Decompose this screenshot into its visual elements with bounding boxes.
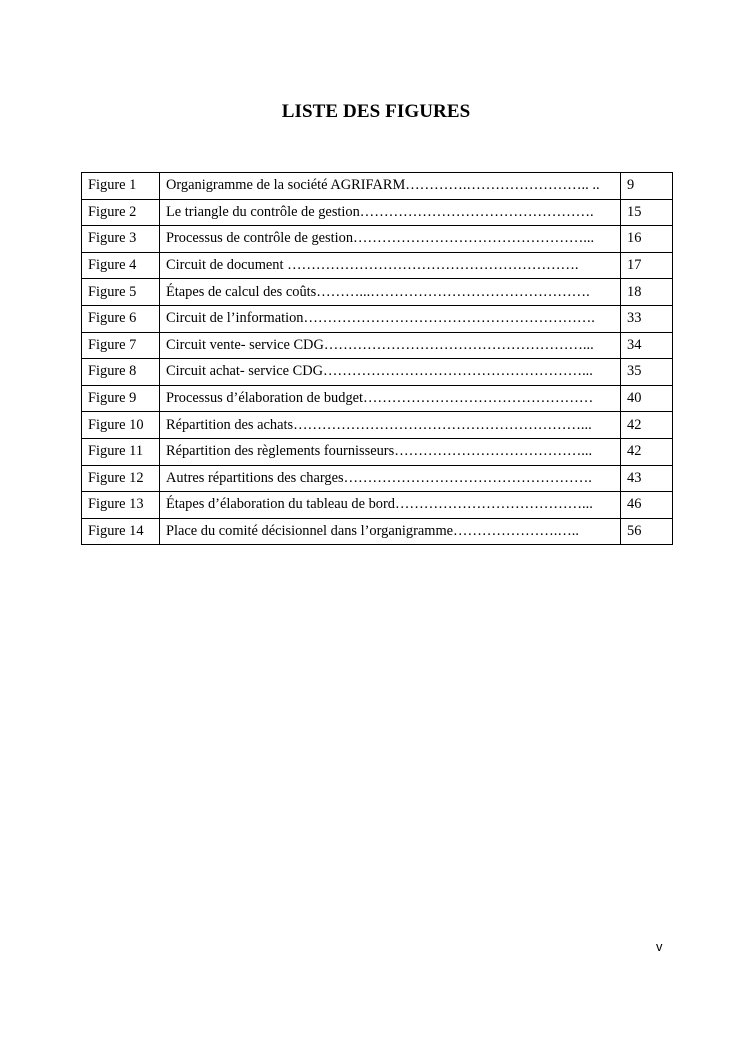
table-row: [82, 173, 673, 200]
table-row: [82, 305, 673, 332]
figure-page: 33: [621, 305, 673, 332]
table-row: [82, 465, 673, 492]
figure-number: Figure 3: [82, 226, 160, 253]
page-title: LISTE DES FIGURES: [281, 101, 471, 122]
figures-table-body: [82, 173, 673, 545]
table-row: [82, 279, 673, 306]
figure-number: Figure 9: [82, 385, 160, 412]
table-row: [82, 492, 673, 519]
table-row: [82, 518, 673, 545]
figure-number: Figure 1: [82, 173, 160, 200]
table-row: [82, 332, 673, 359]
figure-page: 9: [621, 173, 673, 200]
table-row: [82, 199, 673, 226]
figure-caption: Circuit vente- service CDG………………………………………………...: [160, 332, 621, 359]
figure-number: Figure 10: [82, 412, 160, 439]
figure-number: Figure 7: [82, 332, 160, 359]
page-number: v: [656, 939, 663, 954]
figure-caption: Circuit de document …………………………………………………….: [160, 252, 621, 279]
figure-caption: Processus de contrôle de gestion…………………………………………...: [160, 226, 621, 253]
figure-caption: Place du comité décisionnel dans l’organigramme………………….…..: [160, 518, 621, 545]
figure-page: 42: [621, 412, 673, 439]
figure-caption: Circuit achat- service CDG………………………………………………...: [160, 359, 621, 386]
figure-caption: Circuit de l’information…………………………………………………….: [160, 305, 621, 332]
figure-page: 17: [621, 252, 673, 279]
figure-caption: Répartition des achats……………………………………………………...: [160, 412, 621, 439]
figures-table: [81, 172, 673, 545]
table-row: [82, 359, 673, 386]
figure-page: 42: [621, 438, 673, 465]
table-row: [82, 412, 673, 439]
figure-number: Figure 12: [82, 465, 160, 492]
figure-number: Figure 6: [82, 305, 160, 332]
figure-page: 40: [621, 385, 673, 412]
figure-number: Figure 14: [82, 518, 160, 545]
figure-caption: Étapes de calcul des coûts………...……………………………………….: [160, 279, 621, 306]
figure-number: Figure 2: [82, 199, 160, 226]
figure-caption: Le triangle du contrôle de gestion………………………………………….: [160, 199, 621, 226]
figure-page: 34: [621, 332, 673, 359]
figure-page: 18: [621, 279, 673, 306]
table-row: [82, 226, 673, 253]
figure-caption: Répartition des règlements fournisseurs…………………………………...: [160, 438, 621, 465]
figure-page: 16: [621, 226, 673, 253]
figure-page: 35: [621, 359, 673, 386]
figure-number: Figure 4: [82, 252, 160, 279]
figure-page: 46: [621, 492, 673, 519]
figure-page: 15: [621, 199, 673, 226]
figure-caption: Organigramme de la société AGRIFARM………….…………………….. ..: [160, 173, 621, 200]
figure-number: Figure 5: [82, 279, 160, 306]
figure-caption: Processus d’élaboration de budget…………………………………………: [160, 385, 621, 412]
figure-number: Figure 11: [82, 438, 160, 465]
figure-page: 43: [621, 465, 673, 492]
figure-page: 56: [621, 518, 673, 545]
table-row: [82, 252, 673, 279]
table-row: [82, 438, 673, 465]
figure-number: Figure 13: [82, 492, 160, 519]
figure-caption: Étapes d’élaboration du tableau de bord…………………………………...: [160, 492, 621, 519]
figure-caption: Autres répartitions des charges…………………………………………….: [160, 465, 621, 492]
table-row: [82, 385, 673, 412]
figure-number: Figure 8: [82, 359, 160, 386]
